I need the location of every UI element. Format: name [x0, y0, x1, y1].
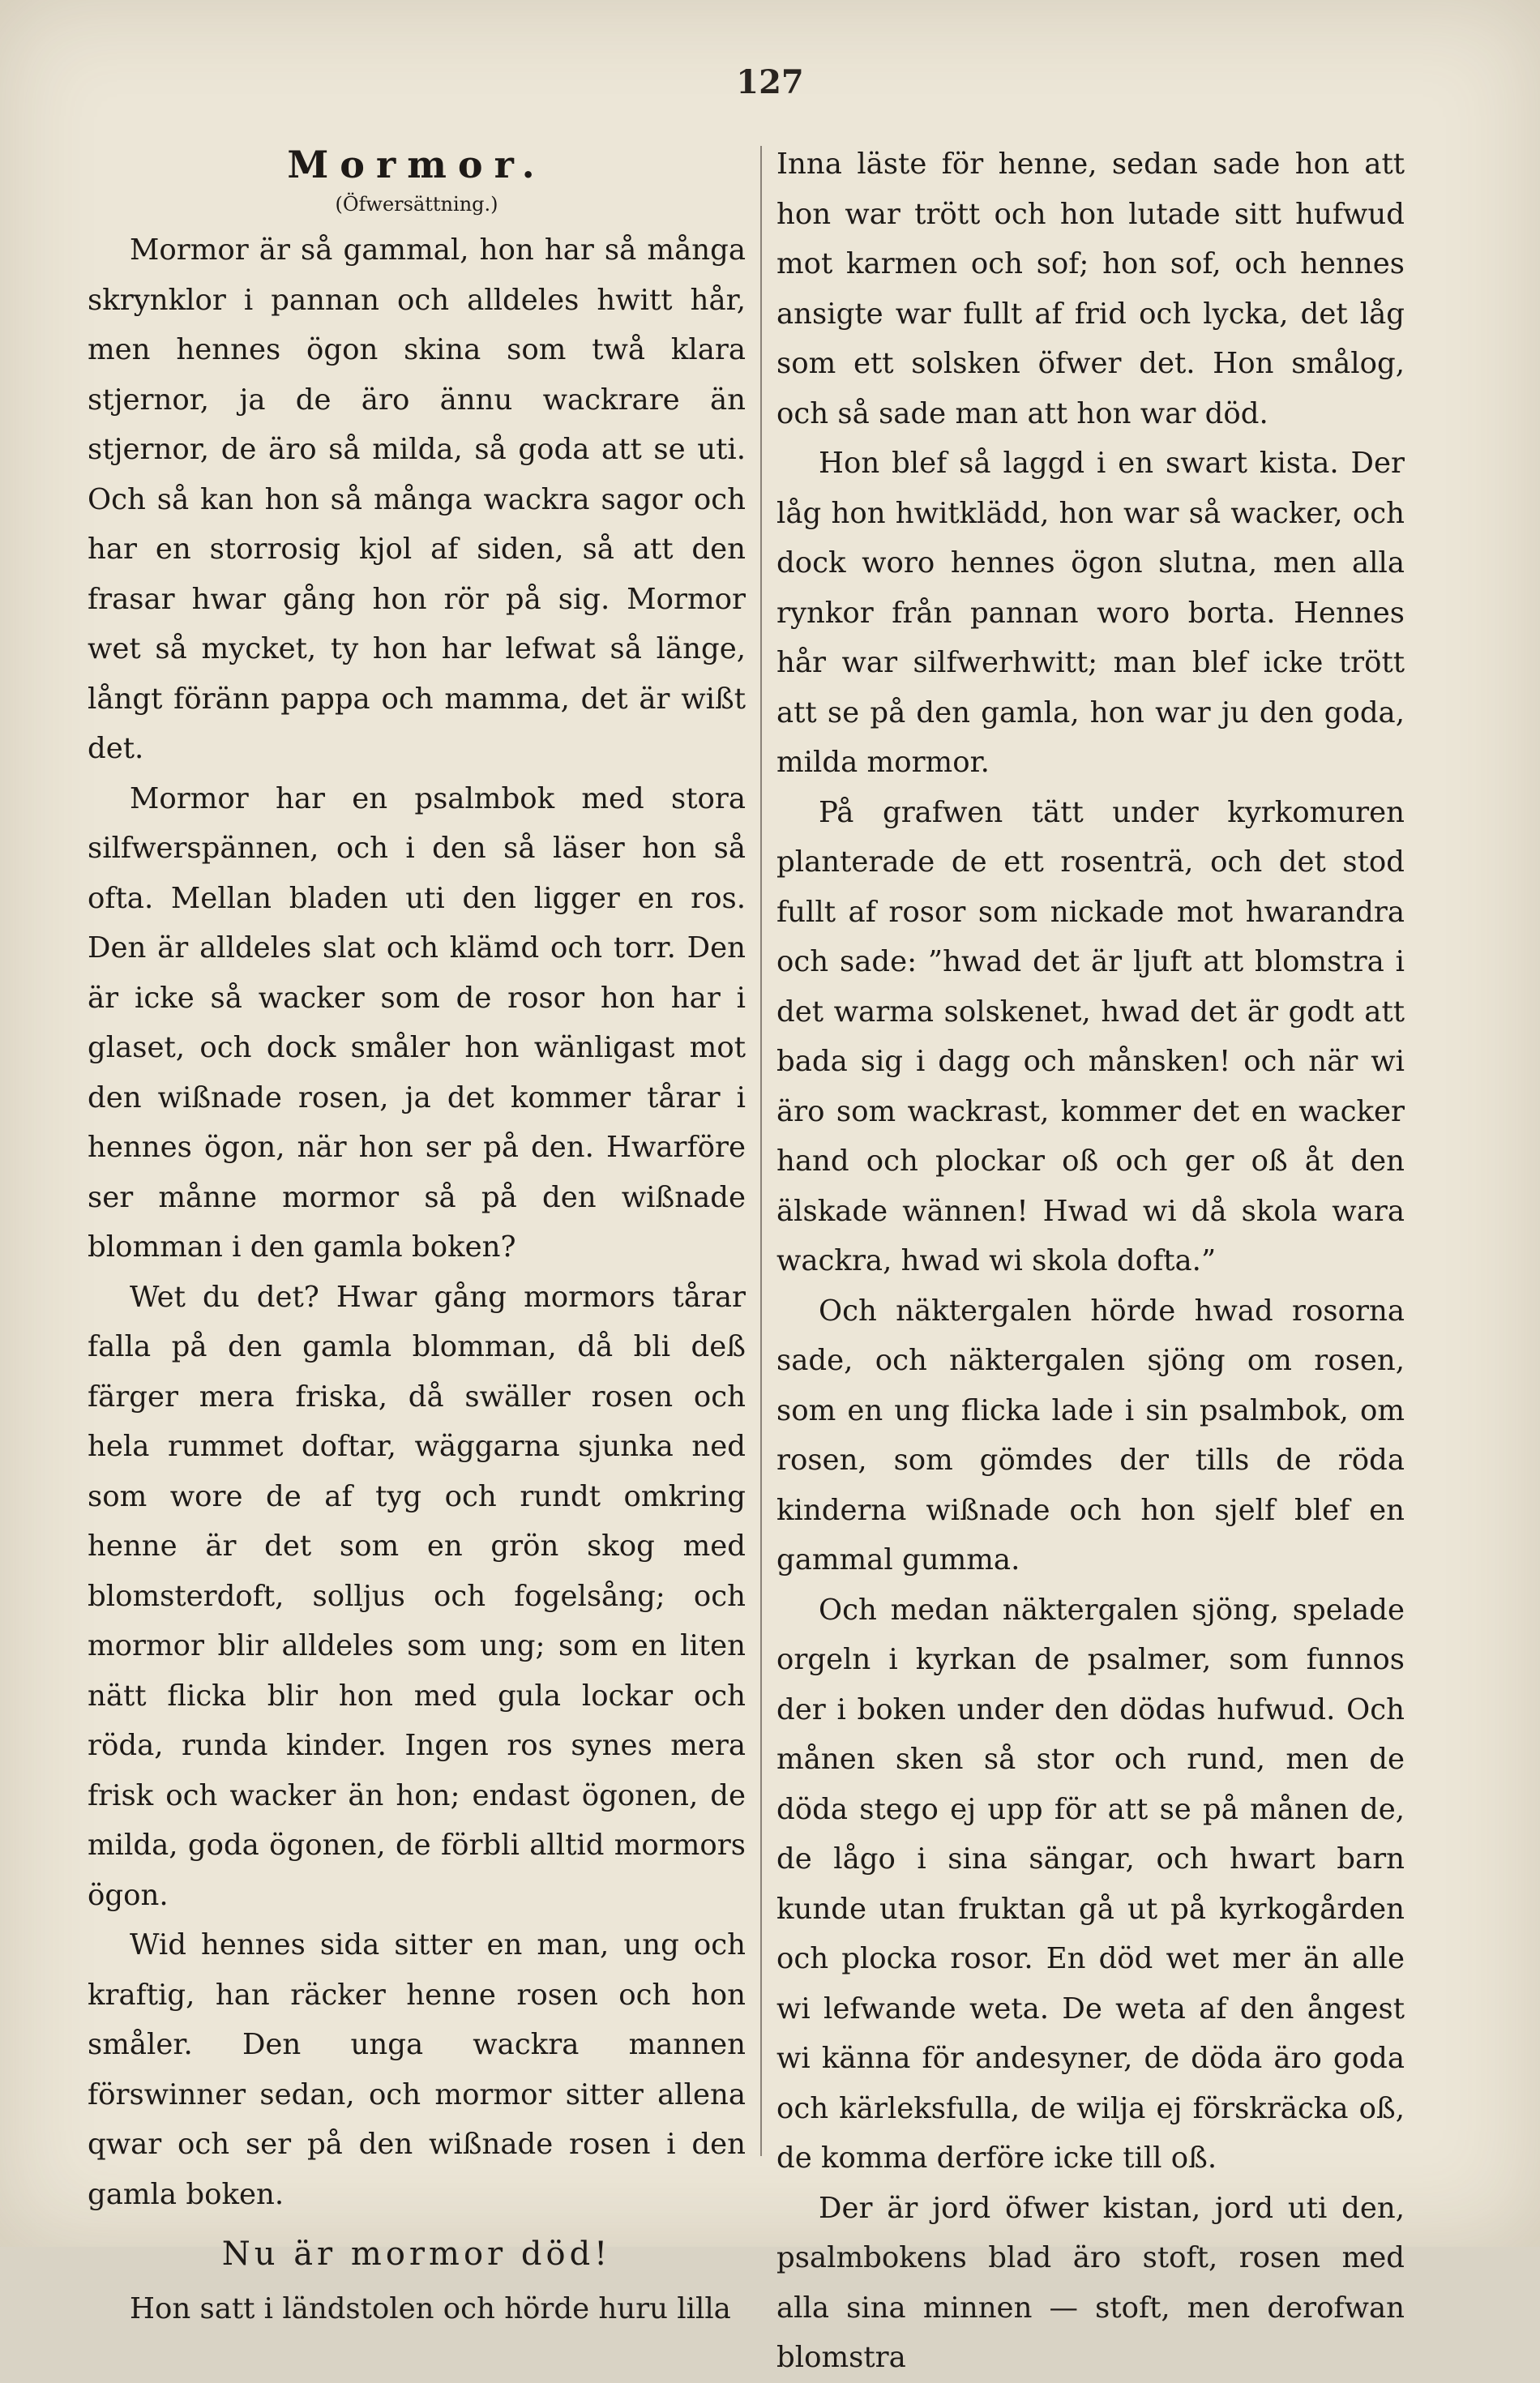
paragraph: Hon blef så laggd i en swart kista. Der låg hon hwitklädd, hon war så wacker, och dock woro hennes ögon slutna, men alla rynkor från pannan woro borta. Hennes hår war silfwerhwitt; man blef icke trött att se på den gamla, hon war ju den goda, milda mormor. — [776, 447, 1405, 779]
paragraph: På grafwen tätt under kyrkomuren planterade de ett rosenträ, och det stod fullt af rosor som nickade mot hwarandra och sade: ”hwad det är ljuft att blomstra i det warma solskenet, hwad det är godt att bada sig i dagg och månsken! och när wi äro som wackrast, kommer det en wacker hand och plockar oß och ger oß åt den älskade wännen! Hwad wi då skola wara wackra, hwad wi skola dofta.” — [776, 795, 1405, 1277]
paragraph: Och medan näktergalen sjöng, spelade orgeln i kyrkan de psalmer, som funnos der i boken under den dödas hufwud. Och månen sken så stor och rund, men de döda stego ej upp för att se på månen de, de lågo i sina sängar, och hwart barn kunde utan fruktan gå ut på kyrkogården och plocka rosor. En död wet mer än alle wi lefwande weta. De weta af den ångest wi känna för andesyner, de döda äro goda och kärleksfulla, de wilja ej förskräcka oß, de komma derföre icke till oß. — [776, 1593, 1405, 2175]
paragraph: Mormor har en psalmbok med stora silfwerspännen, och i den så läser hon så ofta. Mellan bladen uti den ligger en ros. Den är alldeles slat och klämd och torr. Den är icke så wacker som de rosor hon har i glaset, och dock småler hon wänligast mot den wißnade rosen, ja det kommer tårar i hennes ögon, när hon ser på den. Hwarföre ser månne mormor så på den wißnade blomman i den gamla boken? — [88, 781, 746, 1264]
paragraph: Wet du det? Hwar gång mormors tårar falla på den gamla blomman, då bli deß färger mera friska, då swäller rosen och hela rummet doftar, wäggarna sjunka ned som wore de af tyg och rundt omkring henne är det som en grön skog med blomsterdoft, solljus och fogelsång; och mormor blir alldeles som ung; som en liten nätt flicka blir hon med gula lockar och röda, runda kinder. Ingen ros synes mera frisk och wacker än hon; endast ögonen, de milda, goda ögonen, de förbli alltid mormors ögon. — [88, 1280, 746, 1912]
story-subtitle: (Öfwersättning.) — [335, 193, 498, 216]
paragraph: Mormor är så gammal, hon har så många skrynklor i pannan och alldeles hwitt hår, men hennes ögon skina som twå klara stjernor, ja de äro ännu wackrare än stjernor, de äro så milda, så goda att se uti. Och så kan hon så många wackra sagor och har en storrosig kjol af siden, så att den frasar hwar gång hon rör på sig. Mormor wet så mycket, ty hon har lefwat så länge, långt föränn pappa och mamma, det är wißt det. — [88, 233, 746, 765]
paragraph: Hon satt i ländstolen och hörde huru lilla — [130, 2292, 731, 2325]
page-number: 127 — [736, 63, 804, 101]
right-column — [776, 139, 1405, 2383]
section-heading: Nu är mormor död! — [221, 2235, 612, 2273]
left-column — [88, 139, 746, 2334]
paragraph-continuation: Inna läste för henne, sedan sade hon att hon war trött och hon lutade sitt hufwud mot karmen och sof; hon sof, och hennes ansigte war fullt af frid och lycka, det låg som ett solsken öfwer det. Hon smålog, och så sade man att hon war död. — [776, 148, 1405, 430]
paragraph: Och näktergalen hörde hwad rosorna sade, och näktergalen sjöng om rosen, som en ung flicka lade i sin psalmbok, om rosen, som gömdes der tills de röda kinderna wißnade och hon sjelf blef en gammal gumma. — [776, 1294, 1405, 1577]
paragraph: Der är jord öfwer kistan, jord uti den, psalmbokens blad äro stoft, rosen med alla sina minnen — stoft, men derofwan blomstra — [776, 2191, 1405, 2374]
paragraph: Wid hennes sida sitter en man, ung och kraftig, han räcker henne rosen och hon småler. Den unga wackra mannen förswinner sedan, och mormor sitter allena qwar och ser på den wißnade rosen i den gamla boken. — [88, 1928, 746, 2211]
story-title: Mormor. — [287, 143, 546, 186]
column-divider — [760, 146, 762, 2156]
